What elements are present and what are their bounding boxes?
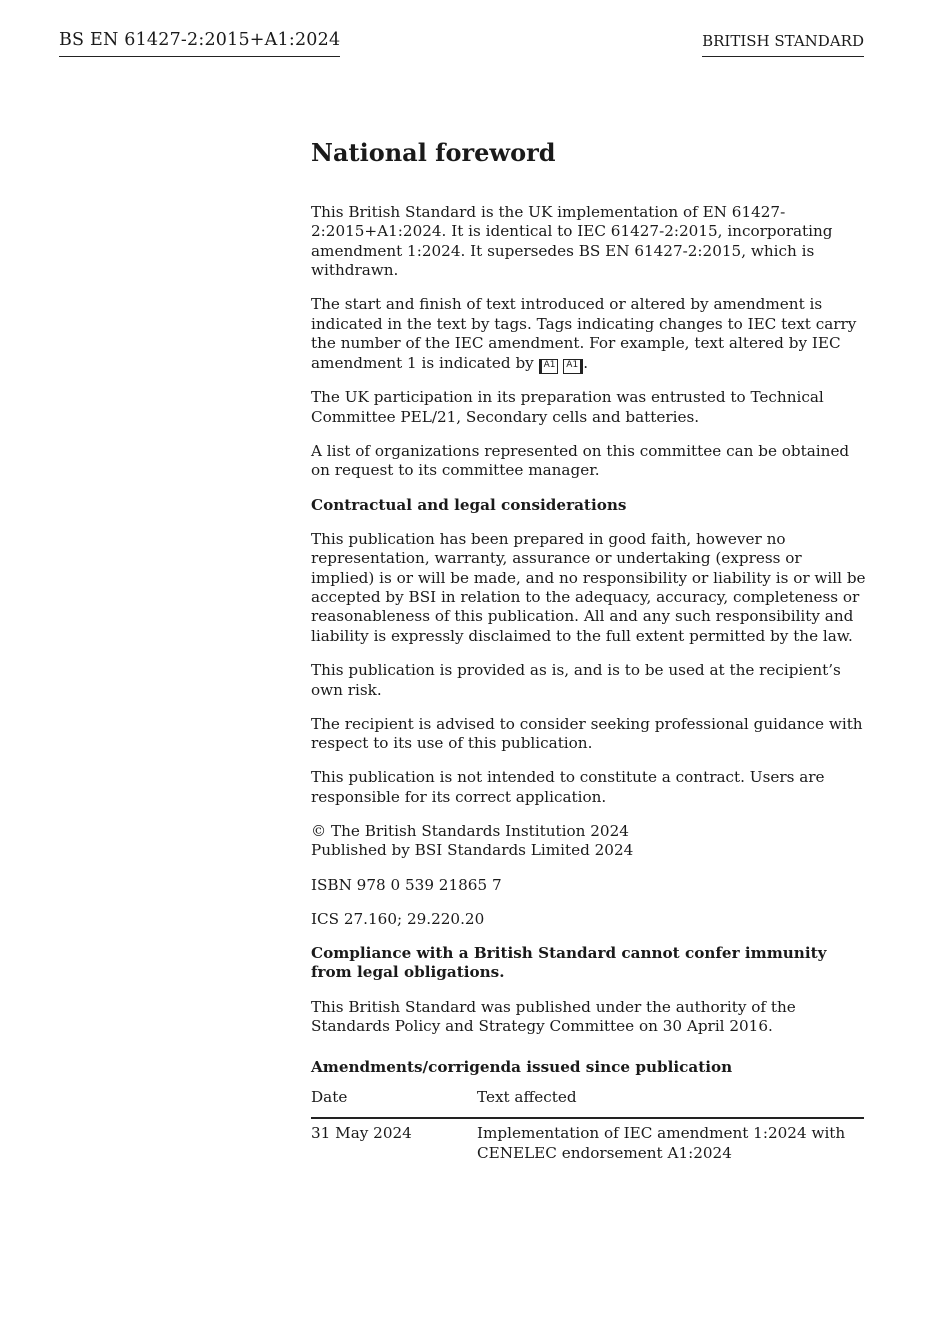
legal-paragraph-1: This publication has been prepared in good faith, however no representation, warranty, assurance or undertaking (express or implied) is or will be made, and no responsibility or liability is or will be accepted by BSI in relation to the adequacy, accuracy, completeness or reasonableness of this publication. All and any such responsibility and liability is expressly disclaimed to the full extent permitted by the law.	[311, 529, 866, 645]
amendments-table	[311, 1088, 864, 1163]
legal-paragraph-4: This publication is not intended to constitute a contract. Users are responsible for its correct application.	[311, 768, 825, 806]
amendment-start-tag-icon: A1	[539, 359, 559, 374]
compliance-statement: Compliance with a British Standard cannot confer immunity from legal obligations.	[311, 943, 827, 982]
column-header-date: Date	[311, 1088, 477, 1118]
paragraph-committee: The UK participation in its preparation was entrusted to Technical Committee PEL/21, Secondary cells and batteries.	[311, 388, 824, 426]
page-title: National foreword	[311, 138, 556, 167]
legal-paragraph-3: The recipient is advised to consider seeking professional guidance with respect to its use of this publication.	[311, 714, 863, 753]
paragraph-implementation: This British Standard is the UK implementation of EN 61427-2:2015+A1:2024. It is identical to IEC 61427-2:2015, incorporating amendment 1:2024. It supersedes BS EN 61427-2:2015, which is withdrawn.	[311, 203, 833, 280]
amendment-date: 31 May 2024	[311, 1124, 412, 1143]
copyright-block	[311, 822, 867, 861]
paragraph-organizations: A list of organizations represented on this committee can be obtained on request to its committee manager.	[311, 442, 850, 480]
legal-paragraph-2: This publication is provided as is, and is to be used at the recipient’s own risk.	[311, 661, 841, 699]
ics: ICS 27.160; 29.220.20	[311, 909, 485, 928]
published-by: Published by BSI Standards Limited 2024	[311, 841, 634, 860]
amendment-end-tag-icon: A1	[563, 359, 583, 374]
amendments-heading: Amendments/corrigenda issued since publication	[311, 1058, 733, 1077]
authority-statement: This British Standard was published under the authority of the Standards Policy and Strategy Committee on 30 April 2016.	[311, 997, 796, 1035]
series-label: BRITISH STANDARD	[702, 32, 864, 57]
table-row	[311, 1118, 864, 1163]
document-id: BS EN 61427-2:2015+A1:2024	[59, 30, 340, 57]
paragraph-tags	[311, 295, 867, 373]
legal-heading: Contractual and legal considerations	[311, 495, 627, 514]
table-header-row	[311, 1088, 864, 1118]
isbn: ISBN 978 0 539 21865 7	[311, 875, 502, 894]
paragraph-tags-text: The start and finish of text introduced or altered by amendment is indicated in the text by tags. Tags indicating changes to IEC text carry the number of the IEC amendment. For example, text altered by IEC amendment 1 is indicated by	[311, 295, 857, 372]
column-header-text-affected: Text affected	[477, 1088, 864, 1118]
amendment-text: Implementation of IEC amendment 1:2024 with CENELEC endorsement A1:2024	[477, 1124, 846, 1162]
paragraph-tags-end: .	[583, 353, 589, 372]
copyright: © The British Standards Institution 2024	[311, 821, 629, 840]
foreword-body	[311, 138, 867, 1163]
